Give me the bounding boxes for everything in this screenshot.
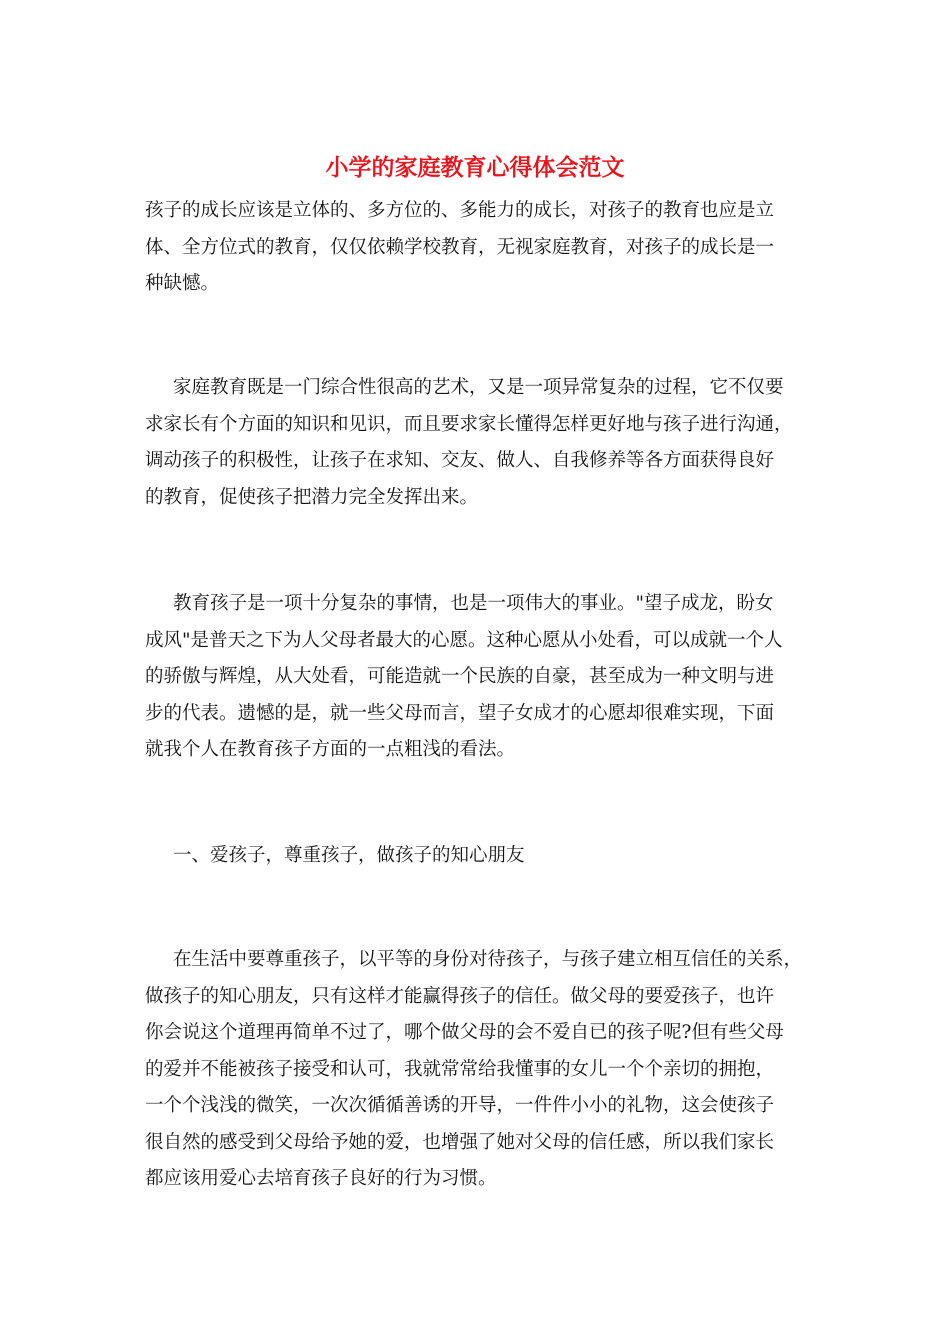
paragraph-line: 都应该用爱心去培育孩子良好的行为习惯。 xyxy=(145,1168,497,1189)
section-heading xyxy=(145,838,810,875)
paragraph-line: 成风"是普天之下为人父母者最大的心愿。这种心愿从小处看，可以成就一个人 xyxy=(145,629,783,651)
paragraph-line: 求家长有个方面的知识和见识，而且要求家长懂得怎样更好地与孩子进行沟通， xyxy=(145,413,793,435)
paragraph-line: 的骄傲与辉煌，从大处看，可能造就一个民族的自豪，甚至成为一种文明与进 xyxy=(145,666,775,687)
paragraph-line: 孩子的成长应该是立体的、多方位的、多能力的成长，对孩子的教育也应是立 xyxy=(145,200,775,221)
paragraph-line: 一个个浅浅的微笑，一次次循循善诱的开导，一件件小小的礼物，这会使孩子 xyxy=(145,1095,775,1116)
paragraph-line: 的教育，促使孩子把潜力完全发挥出来。 xyxy=(145,486,479,508)
section-heading-text: 一、爱孩子，尊重孩子，做孩子的知心朋友 xyxy=(173,845,525,866)
document-title: 小学的家庭教育心得体会范文 xyxy=(325,154,625,181)
paragraph-line: 教育孩子是一项十分复杂的事情，也是一项伟大的事业。"望子成龙，盼女 xyxy=(173,593,774,614)
paragraph-line: 你会说这个道理再简单不过了，哪个做父母的会不爱自已的孩子呢?但有些父母 xyxy=(145,1022,784,1043)
paragraph-2 xyxy=(145,370,810,516)
paragraph-3 xyxy=(145,586,810,769)
paragraph-line: 步的代表。遗憾的是，就一些父母而言，望子女成才的心愿却很难实现，下面 xyxy=(145,702,775,724)
paragraph-line: 家庭教育既是一门综合性很高的艺术，又是一项异常复杂的过程，它不仅要 xyxy=(173,377,784,398)
paragraph-line: 很自然的感受到父母给予她的爱，也增强了她对父母的信任感，所以我们家长 xyxy=(145,1131,775,1153)
paragraph-5 xyxy=(145,942,810,1198)
paragraph-line: 的爱并不能被孩子接受和认可，我就常常给我懂事的女儿一个个亲切的拥抱， xyxy=(145,1058,775,1080)
paragraph-line: 就我个人在教育孩子方面的一点粗浅的看法。 xyxy=(145,739,516,760)
paragraph-line: 种缺憾。 xyxy=(145,273,220,294)
paragraph-line: 做孩子的知心朋友，只有这样才能赢得孩子的信任。做父母的要爱孩子，也许 xyxy=(145,985,775,1007)
paragraph-line: 在生活中要尊重孩子，以平等的身份对待孩子，与孩子建立相互信任的关系， xyxy=(173,949,803,970)
paragraph-line: 体、全方位式的教育，仅仅依赖学校教育，无视家庭教育，对孩子的成长是一 xyxy=(145,236,775,258)
paragraph-line: 调动孩子的积极性，让孩子在求知、交友、做人、自我修养等各方面获得良好 xyxy=(145,450,775,471)
paragraph-1 xyxy=(145,193,810,303)
